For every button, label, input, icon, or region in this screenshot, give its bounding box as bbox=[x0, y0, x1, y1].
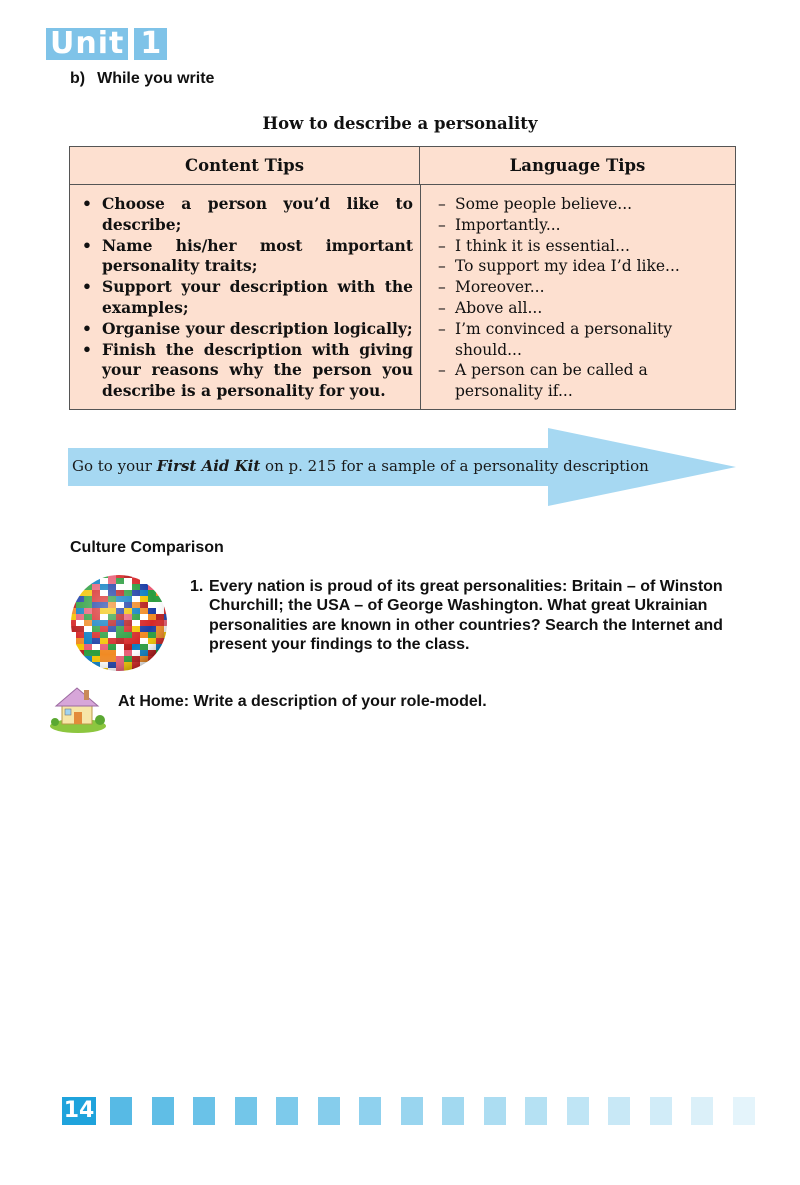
section-label bbox=[70, 70, 214, 88]
tips-table bbox=[69, 146, 736, 410]
language-tips-list bbox=[436, 194, 731, 402]
list-item: – Moreover... bbox=[436, 277, 731, 298]
page-number: 14 bbox=[63, 1098, 95, 1123]
unit-word: Unit bbox=[46, 28, 128, 60]
culture-heading: Culture Comparison bbox=[70, 539, 224, 556]
task-number: 1. bbox=[190, 578, 204, 595]
footer-square bbox=[401, 1097, 423, 1125]
list-item: • Support your description with the examples; bbox=[78, 277, 413, 319]
list-item: – Some people believe... bbox=[436, 194, 731, 215]
list-item: – To support my idea I’d like... bbox=[436, 256, 731, 277]
footer-decoration bbox=[110, 1097, 770, 1125]
banner-text bbox=[72, 457, 649, 475]
footer-square bbox=[193, 1097, 215, 1125]
section-title: While you write bbox=[97, 70, 215, 87]
footer-square bbox=[733, 1097, 755, 1125]
content-tips-header: Content Tips bbox=[70, 147, 420, 185]
footer-square bbox=[608, 1097, 630, 1125]
language-tips-header: Language Tips bbox=[420, 147, 735, 185]
task-text: Every nation is proud of its great personalities: Britain – of Winston Churchill; the USA – of George Washington. What great Ukrainian personalities are known in other countries? Search the Internet and present your findings to the class. bbox=[209, 578, 723, 653]
footer-square bbox=[567, 1097, 589, 1125]
list-item: – Importantly... bbox=[436, 215, 731, 236]
unit-number: 1 bbox=[134, 28, 167, 60]
footer-square bbox=[525, 1097, 547, 1125]
footer-square bbox=[650, 1097, 672, 1125]
unit-heading bbox=[46, 28, 167, 60]
footer-square bbox=[152, 1097, 174, 1125]
banner-emphasis: First Aid Kit bbox=[156, 457, 261, 475]
tips-title: How to describe a personality bbox=[262, 114, 538, 133]
footer-square bbox=[235, 1097, 257, 1125]
banner-suffix: on p. 215 for a sample of a personality description bbox=[260, 457, 649, 475]
list-item: – Above all... bbox=[436, 298, 731, 319]
culture-task bbox=[190, 577, 738, 654]
list-item: – A person can be called a personality if... bbox=[436, 360, 731, 402]
footer-square bbox=[691, 1097, 713, 1125]
column-divider bbox=[420, 185, 421, 409]
content-tips-list bbox=[78, 194, 413, 402]
footer-square bbox=[484, 1097, 506, 1125]
list-item: – I think it is essential... bbox=[436, 236, 731, 257]
flags-globe-icon bbox=[68, 572, 170, 674]
first-aid-kit-banner bbox=[68, 426, 738, 508]
footer-square bbox=[359, 1097, 381, 1125]
list-item: – I’m convinced a personality should... bbox=[436, 319, 731, 361]
list-item: • Name his/her most important personality traits; bbox=[78, 236, 413, 278]
list-item: • Choose a person you’d like to describe; bbox=[78, 194, 413, 236]
house-icon bbox=[48, 682, 108, 734]
banner-prefix: Go to your bbox=[72, 457, 157, 475]
footer-square bbox=[318, 1097, 340, 1125]
footer-square bbox=[110, 1097, 132, 1125]
section-letter: b) bbox=[70, 70, 86, 87]
list-item: • Organise your description logically; bbox=[78, 319, 413, 340]
list-item: • Finish the description with giving your reasons why the person you describe is a personality for you. bbox=[78, 340, 413, 402]
home-task: At Home: Write a description of your role-model. bbox=[118, 693, 487, 710]
footer-square bbox=[276, 1097, 298, 1125]
footer-square bbox=[442, 1097, 464, 1125]
